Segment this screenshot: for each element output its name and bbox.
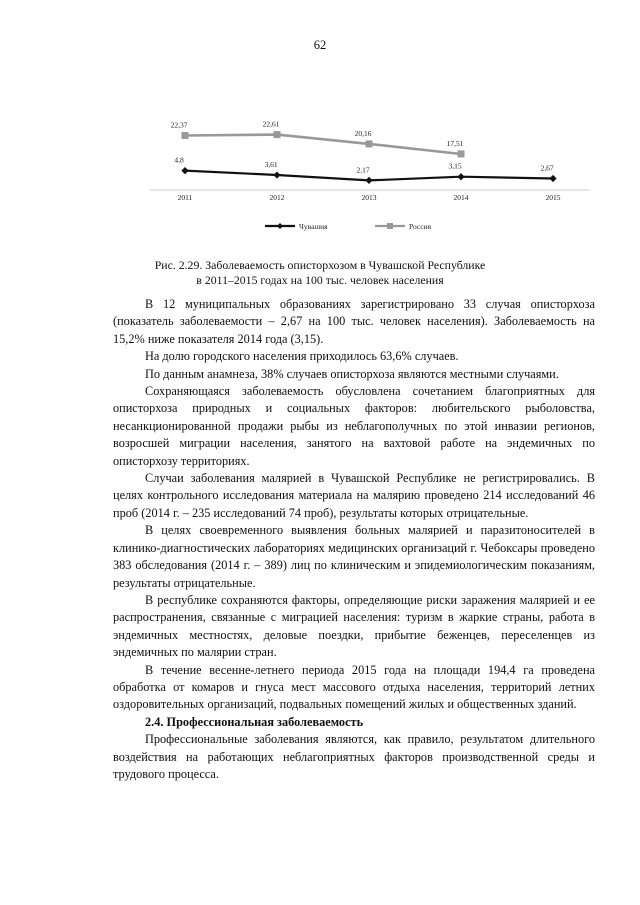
incidence-line-chart	[150, 78, 590, 238]
paragraph: В течение весенне-летнего периода 2015 года на площади 194,4 га проведена обработка от комаров и гнуса мест массового отдыха населения, территорий летних оздоровительных организаций, подвальных помещений жилых и общественных зданий.	[113, 662, 595, 712]
legend-label: Чувашия	[299, 222, 328, 231]
data-point-russia	[182, 132, 189, 139]
paragraph: В 12 муниципальных образованиях зарегистрировано 33 случая описторхоза (показатель заболеваемости – 2,67 на 100 тыс. человек населения). Заболеваемость на 15,2% ниже показателя 2014 года (3,15).	[113, 297, 595, 346]
data-point-russia	[458, 150, 465, 157]
paragraph: Случаи заболевания малярией в Чувашской Республике не регистрировались. В целях контрольного исследования материала на малярию проведено 214 исследований 46 проб (2014 г. – 235 исследований 74 проб), результаты которых отрицательные.	[113, 471, 595, 520]
data-point-russia	[274, 131, 281, 138]
paragraph: По данным анамнеза, 38% случаев описторхоза являются местными случаями.	[145, 366, 559, 381]
data-point-chuvashia	[365, 177, 372, 184]
x-tick-label: 2013	[361, 193, 377, 202]
section-paragraph: Профессиональные заболевания являются, как правило, результатом длительного воздействия на работающих неблагоприятных факторов производственной среды и трудового процесса.	[113, 732, 595, 781]
figure-caption	[100, 258, 540, 288]
section-heading: 2.4. Профессиональная заболеваемость	[145, 714, 364, 729]
paragraph: В целях своевременного выявления больных малярией и паразитоносителей в клинико-диагностических лабораториях медицинских организаций г. Чебоксары проведено 383 обследования (2014 г. – 389) лиц по клиническим и эпидемиологическим показаниям, результаты отрицательные.	[113, 523, 595, 590]
caption-line-1: Рис. 2.29. Заболеваемость описторхозом в Чувашской Республике	[154, 258, 486, 272]
data-label: 20,16	[354, 128, 372, 138]
data-label: 22,37	[170, 120, 188, 130]
data-point-chuvashia	[181, 167, 188, 174]
x-tick-label: 2011	[177, 193, 193, 202]
page-number: 62	[313, 38, 327, 52]
data-point-chuvashia	[549, 175, 556, 182]
data-label: 3,61	[264, 160, 278, 170]
data-point-russia	[366, 140, 373, 147]
legend-label: Россия	[409, 222, 432, 231]
data-label: 4,8	[174, 155, 184, 165]
series-line-russia	[185, 135, 461, 154]
data-label: 2,67	[540, 163, 554, 173]
paragraph: В республике сохраняются факторы, определяющие риски заражения малярией и ее распространения, связанные с миграцией населения: туризм в жаркие страны, работа в эндемичных местностях, деловые поездки, прибытие беженцев, переселенцев из эндемичных по малярии стран.	[113, 592, 595, 660]
legend-marker	[387, 223, 393, 229]
body-text	[113, 296, 595, 783]
data-point-chuvashia	[457, 173, 464, 180]
paragraph: Сохраняющаяся заболеваемость обусловлена сочетанием благоприятных для описторхоза природных и социальных факторов: любительского рыболовства, несанкционированной продажи рыбы из неблагополучных по этой инвазии регионов, возросшей миграции населения, занятого на вахтовой работе на эндемичных по описторхозу территориях.	[113, 384, 595, 468]
data-label: 17,51	[446, 138, 464, 148]
x-tick-label: 2015	[545, 193, 561, 202]
caption-line-2: в 2011–2015 годах на 100 тыс. человек населения	[196, 273, 444, 287]
data-label: 2,17	[356, 165, 370, 175]
x-tick-label: 2014	[453, 193, 469, 202]
data-label: 22,61	[262, 119, 280, 129]
x-tick-label: 2012	[269, 193, 285, 202]
data-label: 3,15	[448, 161, 462, 171]
paragraph: На долю городского населения приходилось 63,6% случаев.	[145, 349, 459, 364]
data-point-chuvashia	[273, 171, 280, 178]
legend-marker	[277, 223, 283, 229]
